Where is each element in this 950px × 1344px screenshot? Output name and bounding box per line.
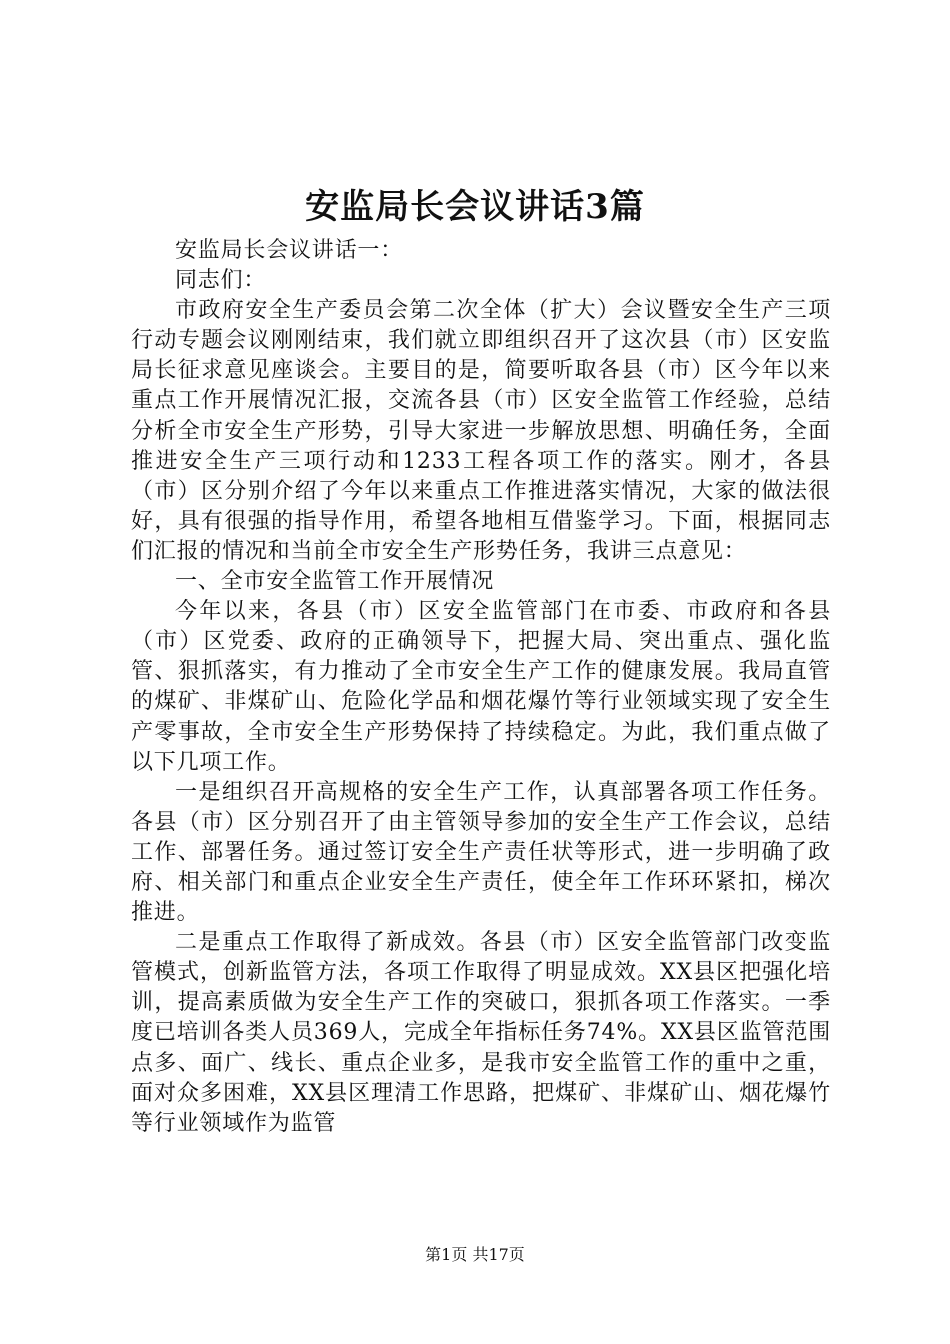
salutation: 同志们： <box>175 268 267 294</box>
body-paragraph: 二是重点工作取得了新成效。各县（市）区安全监管部门改变监管模式，创新监管方法，各项工作取得了明显成效。XX县区把强化培训，提高素质做为安全生产工作的突破口，狠抓各项工作落实。一季度已培训各类人员369人，完成全年指标任务74%。XX县区监管范围点多、面广、线长、重点企业多，是我市安全监管工作的重中之重，面对众多困难，XX县区理清工作思路，把煤矿、非煤矿山、烟花爆竹等行业领域作为监管 <box>131 930 831 1136</box>
body-paragraph: 市政府安全生产委员会第二次全体（扩大）会议暨安全生产三项行动专题会议刚刚结束，我们就立即组织召开了这次县（市）区安监局长征求意见座谈会。主要目的是，简要听取各县（市）区今年以来重点工作开展情况汇报，交流各县（市）区安全监管工作经验，总结分析全市安全生产形势，引导大家进一步解放思想、明确任务，全面推进安全生产三项行动和1233工程各项工作的落实。刚才，各县（市）区分别介绍了今年以来重点工作推进落实情况，大家的做法很好，具有很强的指导作用，希望各地相互借鉴学习。下面，根据同志们汇报的情况和当前全市安全生产形势任务，我讲三点意见： <box>131 298 831 564</box>
document-body <box>131 236 831 1139</box>
salutation-heading: 安监局长会议讲话一： <box>175 238 404 263</box>
section-heading: 一、全市安全监管工作开展情况 <box>175 569 495 595</box>
document-title: 安监局长会议讲话3篇 <box>305 187 645 227</box>
body-paragraph: 今年以来，各县（市）区安全监管部门在市委、市政府和各县（市）区党委、政府的正确领导下，把握大局、突出重点、强化监管、狠抓落实，有力推动了全市安全生产工作的健康发展。我局直管的煤矿、非煤矿山、危险化学品和烟花爆竹等行业领域实现了安全生产零事故，全市安全生产形势保持了持续稳定。为此，我们重点做了以下几项工作。 <box>131 599 831 775</box>
body-paragraph: 一是组织召开高规格的安全生产工作，认真部署各项工作任务。各县（市）区分别召开了由主管领导参加的安全生产工作会议，总结工作、部署任务。通过签订安全生产责任状等形式，进一步明确了政府、相关部门和重点企业安全生产责任，使全年工作环环紧扣，梯次推进。 <box>131 779 831 926</box>
page-number: 第1页 共17页 <box>425 1245 525 1264</box>
